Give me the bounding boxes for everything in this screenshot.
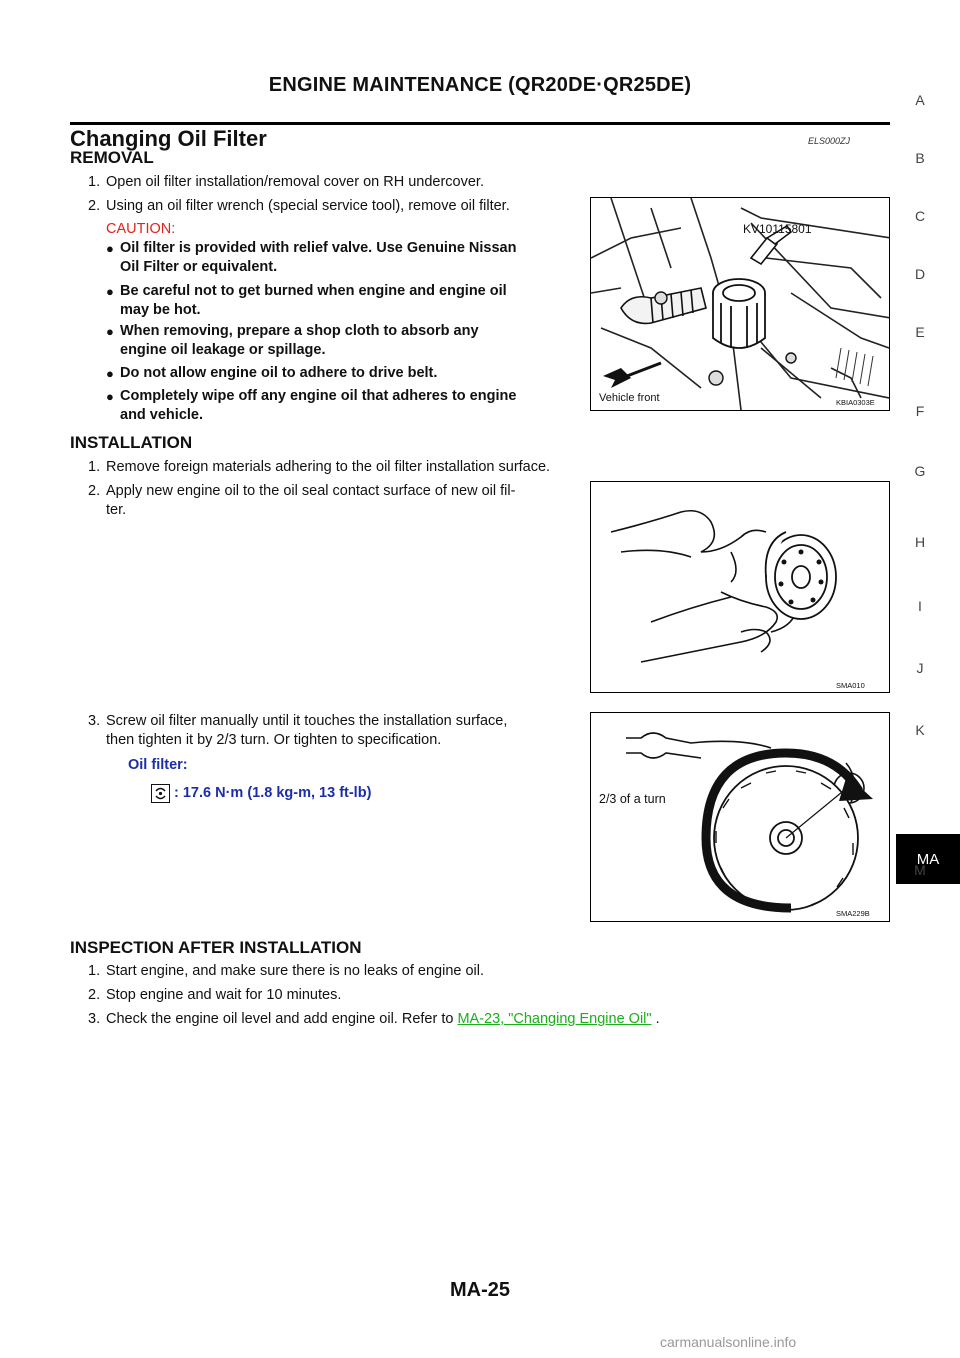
side-tab-a[interactable]: A bbox=[915, 92, 925, 108]
figure-two-thirds-turn bbox=[590, 712, 890, 922]
caution-line: Do not allow engine oil to adhere to drive belt. bbox=[120, 365, 438, 381]
installation-heading: INSTALLATION bbox=[70, 433, 193, 452]
side-tab-j[interactable]: J bbox=[916, 660, 924, 676]
caution-line: Oil Filter or equivalent. bbox=[120, 259, 278, 275]
bullet-dot: ● bbox=[106, 241, 114, 256]
step-text: then tighten it by 2/3 turn. Or tighten to specification. bbox=[106, 732, 442, 748]
tool-label: KV10115801 bbox=[743, 222, 812, 236]
side-tab-e[interactable]: E bbox=[915, 324, 925, 340]
step-text: Screw oil filter manually until it touches the installation surface, bbox=[106, 713, 508, 729]
watermark: carmanualsonline.info bbox=[660, 1334, 797, 1350]
running-header: ENGINE MAINTENANCE (QR20DE·QR25DE) bbox=[268, 74, 692, 96]
step-number: 1. bbox=[88, 963, 101, 979]
inspection-step-3 bbox=[88, 1010, 788, 1029]
inspection-step-2 bbox=[88, 986, 648, 1005]
hand-applying-oil-illustration bbox=[591, 482, 889, 692]
spec-value: : 17.6 N·m (1.8 kg-m, 13 ft-lb) bbox=[174, 785, 372, 801]
caution-item bbox=[106, 364, 596, 384]
side-tab-ma-active[interactable]: MA bbox=[896, 834, 960, 884]
figure-oil-filter-wrench bbox=[590, 197, 890, 411]
figure-code: KBIA0303E bbox=[836, 398, 875, 407]
side-tab-m[interactable]: M bbox=[914, 862, 926, 878]
caution-line: Be careful not to get burned when engine and engine oil bbox=[120, 283, 507, 299]
step-text: ter. bbox=[106, 502, 127, 518]
step-text bbox=[106, 1010, 660, 1029]
removal-step-1 bbox=[88, 173, 588, 192]
step-number: 3. bbox=[88, 1011, 101, 1027]
vehicle-front-label: Vehicle front bbox=[599, 392, 660, 404]
caution-line: Completely wipe off any engine oil that adheres to engine bbox=[120, 388, 517, 404]
step-text: Start engine, and make sure there is no leaks of engine oil. bbox=[106, 963, 485, 979]
step-number: 2. bbox=[88, 483, 101, 499]
side-tab-i[interactable]: I bbox=[918, 598, 922, 614]
step-text-lead: Check the engine oil level and add engine oil. Refer to bbox=[106, 1011, 454, 1027]
figure-code: SMA010 bbox=[836, 681, 865, 690]
header-rule bbox=[70, 122, 890, 125]
installation-step-3 bbox=[88, 712, 588, 752]
step-text-tail: . bbox=[655, 1011, 660, 1027]
step-number: 1. bbox=[88, 459, 101, 475]
bullet-dot: ● bbox=[106, 366, 114, 381]
side-tab-h[interactable]: H bbox=[914, 534, 926, 550]
caution-line: may be hot. bbox=[120, 302, 201, 318]
step-text: Using an oil filter wrench (special service tool), remove oil filter. bbox=[106, 198, 510, 214]
inspection-step-1 bbox=[88, 962, 648, 981]
step-number: 2. bbox=[88, 198, 101, 214]
step-number: 3. bbox=[88, 713, 101, 729]
caution-item bbox=[106, 282, 596, 322]
installation-step-1 bbox=[88, 458, 648, 477]
installation-step-2 bbox=[88, 482, 588, 522]
caution-title: CAUTION: bbox=[106, 221, 176, 237]
turn-label: 2/3 of a turn bbox=[599, 792, 666, 806]
step-text: Open oil filter installation/removal cover on RH undercover. bbox=[106, 174, 484, 190]
engine-undercarriage-illustration bbox=[591, 198, 889, 410]
caution-line: When removing, prepare a shop cloth to absorb any bbox=[120, 323, 479, 339]
side-tab-k[interactable]: K bbox=[915, 722, 925, 738]
side-tab-g[interactable]: G bbox=[914, 463, 926, 479]
caution-item bbox=[106, 322, 596, 362]
section-code: ELS000ZJ bbox=[808, 136, 851, 146]
side-tab-b[interactable]: B bbox=[915, 150, 925, 166]
removal-step-2 bbox=[88, 197, 588, 216]
page-number: MA-25 bbox=[449, 1279, 510, 1301]
step-number: 2. bbox=[88, 987, 101, 1003]
caution-line: Oil filter is provided with relief valve. Use Genuine Nissan bbox=[120, 240, 517, 256]
spec-label: Oil filter: bbox=[128, 757, 188, 773]
figure-code: SMA229B bbox=[836, 909, 870, 918]
step-number: 1. bbox=[88, 174, 101, 190]
caution-line: and vehicle. bbox=[120, 407, 204, 423]
bullet-dot: ● bbox=[106, 284, 114, 299]
changing-engine-oil-link[interactable]: MA-23, "Changing Engine Oil" bbox=[457, 1011, 652, 1027]
step-text: Remove foreign materials adhering to the oil filter installation surface. bbox=[106, 459, 551, 475]
caution-item bbox=[106, 387, 596, 427]
torque-icon bbox=[151, 784, 170, 803]
removal-heading: REMOVAL bbox=[70, 148, 154, 167]
bullet-dot: ● bbox=[106, 324, 114, 339]
side-tab-f[interactable]: F bbox=[915, 403, 925, 419]
bullet-dot: ● bbox=[106, 389, 114, 404]
step-text: Apply new engine oil to the oil seal contact surface of new oil fil- bbox=[106, 483, 516, 499]
inspection-heading: INSPECTION AFTER INSTALLATION bbox=[70, 938, 362, 957]
figure-apply-oil bbox=[590, 481, 890, 693]
section-title: Changing Oil Filter bbox=[70, 126, 267, 151]
caution-line: engine oil leakage or spillage. bbox=[120, 342, 326, 358]
side-tab-d[interactable]: D bbox=[914, 266, 926, 282]
caution-item bbox=[106, 239, 596, 279]
side-tab-c[interactable]: C bbox=[914, 208, 926, 224]
filter-turn-illustration bbox=[591, 713, 889, 921]
step-text: Stop engine and wait for 10 minutes. bbox=[106, 987, 342, 1003]
